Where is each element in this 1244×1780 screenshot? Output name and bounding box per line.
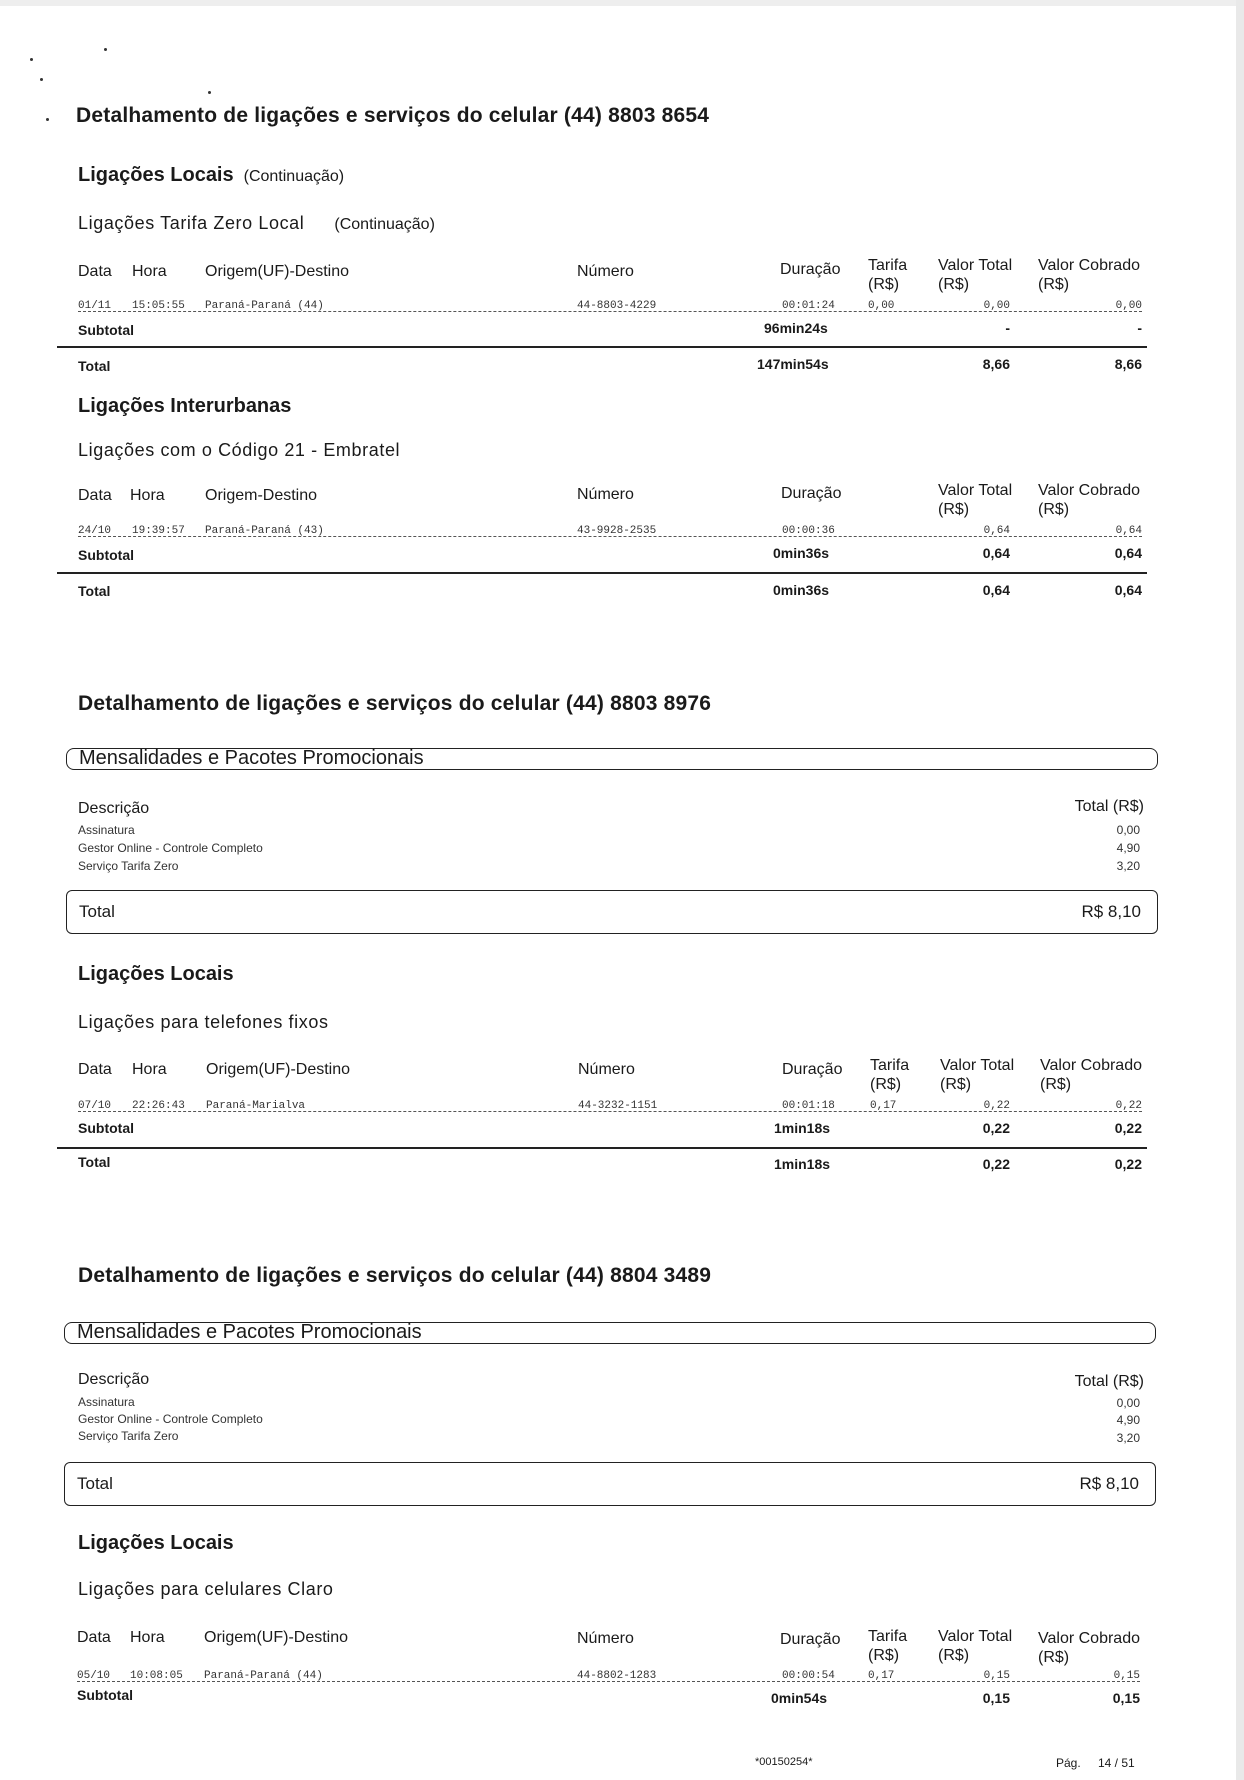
call-date: 24/10	[78, 525, 112, 537]
mensalidades-total-box	[64, 1462, 1156, 1506]
call-time: 10:08:05	[130, 1670, 183, 1682]
col-header-hora: Hora	[130, 1629, 165, 1646]
call-total: 0,22	[983, 1100, 1010, 1112]
subsection-title: Ligações Locais	[78, 963, 234, 985]
total-charged: 0,64	[1114, 582, 1142, 598]
fee-item-label: Serviço Tarifa Zero	[78, 859, 179, 873]
subsection-title: Ligações Interurbanas	[78, 395, 292, 417]
total-total: 0,22	[982, 1156, 1010, 1172]
section-divider	[57, 1147, 1147, 1149]
call-origin: Paraná-Marialva	[206, 1100, 306, 1112]
group-title: Ligações para telefones fixos	[78, 1012, 329, 1032]
col-header-data: Data	[77, 1629, 111, 1646]
section-title: Detalhamento de ligações e serviços do celular (44) 8803 8654	[76, 104, 710, 127]
col-header-numero: Número	[577, 486, 634, 503]
subtotal-total: 0,64	[982, 545, 1010, 561]
col-header-origem: Origem(UF)-Destino	[204, 1629, 349, 1646]
col-header-hora: Hora	[132, 263, 167, 280]
subtotal-charged: -	[1137, 320, 1142, 336]
subtotal-label: Subtotal	[78, 547, 134, 563]
subsection-title: Ligações Locais	[78, 1532, 234, 1554]
fee-item-label: Serviço Tarifa Zero	[78, 1429, 179, 1443]
desc-header: Descrição	[78, 800, 150, 817]
col-header-valor-total: Valor Total (R$)	[940, 1057, 1015, 1093]
call-origin: Paraná-Paraná (44)	[205, 300, 324, 312]
total-total: 0,64	[982, 582, 1010, 598]
scan-speck	[104, 48, 107, 51]
subtotal-label: Subtotal	[78, 1120, 134, 1136]
call-number: 44-3232-1151	[578, 1100, 658, 1112]
subtotal-charged: 0,64	[1114, 545, 1142, 561]
subtotal-charged: 0,22	[1114, 1120, 1142, 1136]
col-header-hora: Hora	[130, 487, 165, 504]
col-header-numero: Número	[578, 1061, 635, 1078]
fee-item-label: Assinatura	[78, 1395, 135, 1409]
subtotal-total: 0,15	[982, 1690, 1010, 1706]
call-rate: 0,17	[868, 1670, 895, 1682]
call-origin: Paraná-Paraná (43)	[205, 525, 324, 537]
col-header-valor-cobrado: Valor Cobrado (R$)	[1040, 1057, 1142, 1093]
col-header-valor-total: Valor Total (R$)	[938, 1628, 1013, 1664]
call-charged: 0,15	[1113, 1670, 1140, 1682]
fee-item-value: 0,00	[1116, 823, 1140, 837]
col-header-duracao: Duração	[782, 1061, 843, 1078]
barcode-text: *00150254*	[755, 1756, 813, 1768]
subtotal-charged: 0,15	[1112, 1690, 1140, 1706]
call-total: 0,64	[983, 525, 1010, 537]
col-header-valor-total: Valor Total (R$)	[938, 482, 1013, 518]
section-divider	[57, 572, 1147, 574]
total-duration: 147min54s	[757, 356, 829, 372]
scan-speck	[40, 78, 43, 81]
col-header-valor-cobrado: Valor Cobrado (R$)	[1038, 257, 1140, 293]
total-header: Total (R$)	[1074, 798, 1144, 815]
group-title: Ligações Tarifa Zero Local (Continuação)	[78, 213, 435, 233]
subtotal-duration: 0min54s	[771, 1690, 828, 1706]
total-duration: 0min36s	[773, 582, 830, 598]
scan-speck	[208, 91, 211, 94]
call-charged: 0,64	[1115, 525, 1142, 537]
col-header-valor-cobrado: Valor Cobrado (R$)	[1038, 482, 1140, 518]
total-charged: 8,66	[1114, 356, 1142, 372]
subsection-title: Ligações Locais (Continuação)	[78, 164, 345, 186]
col-header-valor-cobrado: Valor Cobrado (R$)	[1038, 1630, 1140, 1666]
section-title: Detalhamento de ligações e serviços do celular (44) 8803 8976	[78, 692, 712, 715]
mensalidades-total-value: R$ 8,10	[1079, 1474, 1139, 1493]
call-time: 22:26:43	[132, 1100, 185, 1112]
col-header-origem: Origem-Destino	[205, 487, 318, 504]
call-rate: 0,00	[868, 300, 895, 312]
total-label: Total	[78, 1154, 111, 1170]
fee-item-value: 4,90	[1116, 841, 1140, 855]
subtotal-duration: 96min24s	[764, 320, 828, 336]
total-duration: 1min18s	[774, 1156, 831, 1172]
scan-edge	[0, 0, 1236, 6]
fee-item-value: 4,90	[1116, 1413, 1140, 1427]
col-header-numero: Número	[577, 263, 634, 280]
call-time: 19:39:57	[132, 525, 185, 537]
section-title: Detalhamento de ligações e serviços do celular (44) 8804 3489	[78, 1264, 712, 1287]
call-charged: 0,00	[1115, 300, 1142, 312]
fee-item-value: 3,20	[1116, 1431, 1140, 1445]
col-header-data: Data	[78, 1061, 112, 1078]
call-time: 15:05:55	[132, 300, 185, 312]
page-number: 14 / 51	[1098, 1756, 1135, 1770]
call-number: 44-8803-4229	[577, 300, 657, 312]
call-date: 07/10	[78, 1100, 112, 1112]
mensalidades-header: Mensalidades e Pacotes Promocionais	[66, 748, 1158, 770]
col-header-data: Data	[78, 263, 112, 280]
mensalidades-total-value: R$ 8,10	[1081, 902, 1141, 921]
scan-speck	[30, 58, 33, 61]
total-label: Total	[78, 358, 111, 374]
scan-edge	[1236, 0, 1244, 1780]
desc-header: Descrição	[78, 1371, 150, 1388]
subtotal-total: -	[1005, 320, 1010, 336]
total-label: Total	[78, 583, 111, 599]
call-charged: 0,22	[1115, 1100, 1142, 1112]
page-label: Pág.	[1056, 1756, 1081, 1770]
col-header-duracao: Duração	[780, 1631, 841, 1648]
total-header: Total (R$)	[1074, 1373, 1144, 1390]
scan-speck	[46, 118, 49, 121]
subtotal-duration: 0min36s	[773, 545, 830, 561]
total-total: 8,66	[982, 356, 1010, 372]
fee-item-label: Assinatura	[78, 823, 135, 837]
col-header-data: Data	[78, 487, 112, 504]
col-header-tarifa: Tarifa (R$)	[870, 1057, 910, 1093]
mensalidades-total-box	[66, 890, 1158, 934]
col-header-origem: Origem(UF)-Destino	[205, 263, 350, 280]
call-duration: 00:00:54	[782, 1670, 835, 1682]
call-number: 43-9928-2535	[577, 525, 657, 537]
col-header-valor-total: Valor Total (R$)	[938, 257, 1013, 293]
col-header-duracao: Duração	[781, 485, 842, 502]
group-title: Ligações para celulares Claro	[78, 1579, 334, 1599]
subtotal-total: 0,22	[982, 1120, 1010, 1136]
fee-item-value: 0,00	[1116, 1396, 1140, 1410]
call-rate: 0,17	[870, 1100, 897, 1112]
subtotal-duration: 1min18s	[774, 1120, 831, 1136]
col-header-tarifa: Tarifa (R$)	[868, 257, 908, 293]
fee-item-label: Gestor Online - Controle Completo	[78, 1412, 263, 1426]
section-divider	[57, 346, 1147, 348]
call-date: 01/11	[78, 300, 112, 312]
subtotal-label: Subtotal	[77, 1687, 133, 1703]
col-header-tarifa: Tarifa (R$)	[868, 1628, 908, 1664]
mensalidades-header: Mensalidades e Pacotes Promocionais	[64, 1322, 1156, 1344]
subtotal-label: Subtotal	[78, 322, 134, 338]
group-title: Ligações com o Código 21 - Embratel	[78, 440, 401, 460]
call-duration: 00:01:18	[782, 1100, 835, 1112]
col-header-numero: Número	[577, 1630, 634, 1647]
mensalidades-total-label: Total	[77, 1474, 113, 1493]
call-total: 0,00	[983, 300, 1010, 312]
call-origin: Paraná-Paraná (44)	[204, 1670, 323, 1682]
call-duration: 00:00:36	[782, 525, 835, 537]
mensalidades-total-label: Total	[79, 902, 115, 921]
call-total: 0,15	[983, 1670, 1010, 1682]
col-header-hora: Hora	[132, 1061, 167, 1078]
col-header-duracao: Duração	[780, 261, 841, 278]
call-number: 44-8802-1283	[577, 1670, 657, 1682]
col-header-origem: Origem(UF)-Destino	[206, 1061, 351, 1078]
fee-item-label: Gestor Online - Controle Completo	[78, 841, 263, 855]
call-duration: 00:01:24	[782, 300, 835, 312]
total-charged: 0,22	[1114, 1156, 1142, 1172]
call-date: 05/10	[77, 1670, 111, 1682]
fee-item-value: 3,20	[1116, 859, 1140, 873]
